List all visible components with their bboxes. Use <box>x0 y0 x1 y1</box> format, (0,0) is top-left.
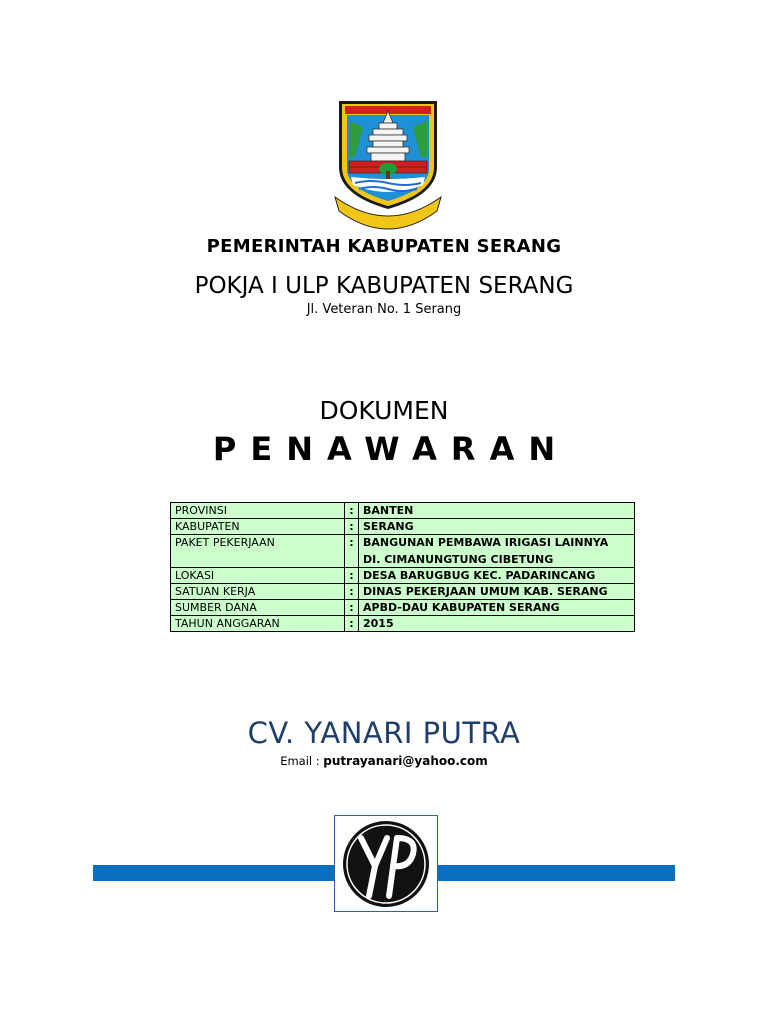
address-line: Jl. Veteran No. 1 Serang <box>306 302 462 317</box>
row-value <box>359 535 635 568</box>
table-row <box>171 616 635 632</box>
document-heading: DOKUMEN <box>319 396 449 425</box>
email-label: Email : <box>280 754 324 768</box>
table-row <box>171 584 635 600</box>
row-value: SERANG <box>359 519 635 535</box>
info-table <box>170 502 635 632</box>
row-label: TAHUN ANGGARAN <box>171 616 345 632</box>
row-value: BANTEN <box>359 503 635 519</box>
row-value-line2: DI. CIMANUNGTUNG CIBETUNG <box>363 553 554 566</box>
table-row <box>171 503 635 519</box>
row-label: KABUPATEN <box>171 519 345 535</box>
table-row <box>171 535 635 568</box>
row-value: 2015 <box>359 616 635 632</box>
pokja-title: POKJA I ULP KABUPATEN SERANG <box>194 273 574 299</box>
table-row <box>171 568 635 584</box>
row-separator: : <box>345 568 359 584</box>
row-label: PROVINSI <box>171 503 345 519</box>
company-name: CV. YANARI PUTRA <box>247 716 521 750</box>
row-label: PAKET PEKERJAAN <box>171 535 345 568</box>
row-separator: : <box>345 600 359 616</box>
row-value: DESA BARUGBUG KEC. PADARINCANG <box>359 568 635 584</box>
row-separator: : <box>345 519 359 535</box>
row-label: SATUAN KERJA <box>171 584 345 600</box>
row-value-line1: BANGUNAN PEMBAWA IRIGASI LAINNYA <box>363 536 609 549</box>
row-value: DINAS PEKERJAAN UMUM KAB. SERANG <box>359 584 635 600</box>
table-row <box>171 519 635 535</box>
government-title: PEMERINTAH KABUPATEN SERANG <box>206 236 562 257</box>
row-separator: : <box>345 535 359 568</box>
document-title: PENAWARAN <box>212 430 570 468</box>
row-separator: : <box>345 503 359 519</box>
company-logo <box>334 815 438 912</box>
crest-emblem <box>333 97 443 232</box>
row-separator: : <box>345 616 359 632</box>
row-label: SUMBER DANA <box>171 600 345 616</box>
row-label: LOKASI <box>171 568 345 584</box>
email-address: putrayanari@yahoo.com <box>323 754 488 768</box>
row-separator: : <box>345 584 359 600</box>
email-line <box>0 754 768 768</box>
row-value: APBD-DAU KABUPATEN SERANG <box>359 600 635 616</box>
table-row <box>171 600 635 616</box>
